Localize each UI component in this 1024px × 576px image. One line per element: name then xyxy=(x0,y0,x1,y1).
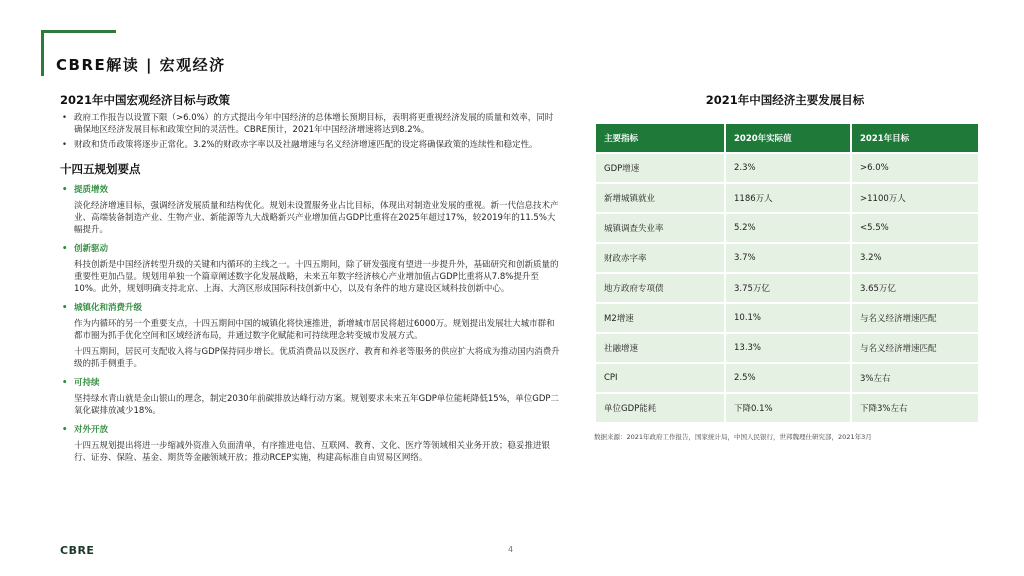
plan-item-text: 坚持绿水青山就是金山银山的理念，制定2030年前碳排放达峰行动方案。规划要求未来五年GDP单位能耗降低15%，单位GDP二氧化碳排放减少18%。 xyxy=(74,394,560,416)
table-cell: 3.7% xyxy=(726,244,850,272)
table-cell: 下降0.1% xyxy=(726,394,850,422)
targets-table xyxy=(594,122,980,424)
plan-item-text: 十四五期间，居民可支配收入将与GDP保持同步增长。优质消费品以及医疗、教育和养老等服务的供应扩大将成为推动国内消费升级的抓手侧重手。 xyxy=(74,347,560,369)
table-cell: 1186万人 xyxy=(726,184,850,212)
table-header-cell: 2021年目标 xyxy=(852,124,978,152)
page-title: CBRE解读 | 宏观经济 xyxy=(56,56,226,74)
table-cell: >1100万人 xyxy=(852,184,978,212)
plan-item-text: 淡化经济增速目标，强调经济发展质量和结构优化。规划未设置服务业占比目标，体现出对制造业发展的重视。新一代信息技术产业、高端装备制造产业、生物产业、新能源等九大战略新兴产业增加值占GDP比重将在2025年超过17%，较2019年的11.5%大幅提升。 xyxy=(74,201,559,235)
table-header-row xyxy=(596,124,978,152)
table-cell: 3%左右 xyxy=(852,364,978,392)
table-row xyxy=(596,244,978,272)
table-cell: 3.2% xyxy=(852,244,978,272)
plan-item-heading: • 提质增效 xyxy=(60,184,560,196)
table-cell: 2.5% xyxy=(726,364,850,392)
table-cell: 城镇调查失业率 xyxy=(596,214,724,242)
table-header-cell: 主要指标 xyxy=(596,124,724,152)
table-row xyxy=(596,214,978,242)
plan-item-text: 科技创新是中国经济转型升级的关键和内循环的主线之一。十四五期间，除了研发强度有望进一步提升外，基础研究和创新质量的重要性更加凸显。规划用单独一个篇章阐述数字化发展战略，未来五年数字经济核心产业增加值占GDP比重将从7.8%提升至10%。此外，规划明确支持北京、上海、大湾区形成国际科技创新中心，以及有条件的地方建设区域科技创新中心。 xyxy=(74,260,559,294)
table-title: 2021年中国经济主要发展目标 xyxy=(705,93,865,107)
plan-item-text: 十四五规划提出将进一步缩减外资准入负面清单，有序推进电信、互联网、教育、文化、医疗等领域相关业务开放；稳妥推进银行、证券、保险、基金、期货等金融领域开放；推动RCEP实施，构建高标准自由贸易区网络。 xyxy=(74,441,551,463)
plan-item-heading: • 对外开放 xyxy=(60,424,560,436)
right-column xyxy=(594,92,976,441)
section-title-plan: 十四五规划要点 xyxy=(60,162,141,176)
table-cell: 与名义经济增速匹配 xyxy=(852,304,978,332)
table-cell: >6.0% xyxy=(852,154,978,182)
plan-item-heading: • 可持续 xyxy=(60,377,560,389)
table-row xyxy=(596,394,978,422)
table-cell: <5.5% xyxy=(852,214,978,242)
table-row xyxy=(596,364,978,392)
table-row xyxy=(596,154,978,182)
table-cell: 2.3% xyxy=(726,154,850,182)
plan-item-text: 作为内循环的另一个重要支点，十四五期间中国的城镇化将快速推进，新增城市居民将超过6000万。规划提出发展壮大城市群和都市圈为抓手优化空间和区域经济布局，并通过数字化赋能和可持续理念转变城市发展方式。 xyxy=(74,319,555,341)
table-cell: 3.65万亿 xyxy=(852,274,978,302)
page-number: 4 xyxy=(508,545,514,554)
table-cell: 地方政府专项债 xyxy=(596,274,724,302)
table-cell: GDP增速 xyxy=(596,154,724,182)
cbre-logo: CBRE xyxy=(60,544,95,557)
table-cell: 与名义经济增速匹配 xyxy=(852,334,978,362)
table-row xyxy=(596,274,978,302)
table-cell: 3.75万亿 xyxy=(726,274,850,302)
left-column xyxy=(60,92,560,468)
policy-bullet: • 政府工作报告以设置下限（>6.0%）的方式提出今年中国经济的总体增长预期目标，表明将更重视经济发展的质量和效率，同时确保地区经济发展目标和政策空间的灵活性。CBRE预计，2021年中国经济增速将达到8.2%。 xyxy=(60,112,560,136)
policy-bullet: • 财政和货币政策将逐步正常化。3.2%的财政赤字率以及社融增速与名义经济增速匹配的设定将确保政策的连续性和稳定性。 xyxy=(60,139,560,151)
plan-item-heading: • 创新驱动 xyxy=(60,243,560,255)
table-row xyxy=(596,334,978,362)
table-cell: 单位GDP能耗 xyxy=(596,394,724,422)
table-cell: 10.1% xyxy=(726,304,850,332)
section-title-targets: 2021年中国宏观经济目标与政策 xyxy=(60,93,231,107)
table-cell: 13.3% xyxy=(726,334,850,362)
table-cell: CPI xyxy=(596,364,724,392)
table-row xyxy=(596,184,978,212)
plan-section xyxy=(60,161,560,464)
policy-bullets xyxy=(60,112,560,151)
table-cell: M2增速 xyxy=(596,304,724,332)
table-cell: 社融增速 xyxy=(596,334,724,362)
table-cell: 财政赤字率 xyxy=(596,244,724,272)
plan-item-heading: • 城镇化和消费升级 xyxy=(60,302,560,314)
corner-accent-vertical xyxy=(41,30,44,76)
table-header-cell: 2020年实际值 xyxy=(726,124,850,152)
table-cell: 下降3%左右 xyxy=(852,394,978,422)
table-cell: 新增城镇就业 xyxy=(596,184,724,212)
table-row xyxy=(596,304,978,332)
corner-accent-horizontal xyxy=(41,30,116,33)
source-note: 数据来源：2021年政府工作报告，国家统计局，中国人民银行，世邦魏理仕研究部，2021年3月 xyxy=(594,433,872,441)
table-cell: 5.2% xyxy=(726,214,850,242)
